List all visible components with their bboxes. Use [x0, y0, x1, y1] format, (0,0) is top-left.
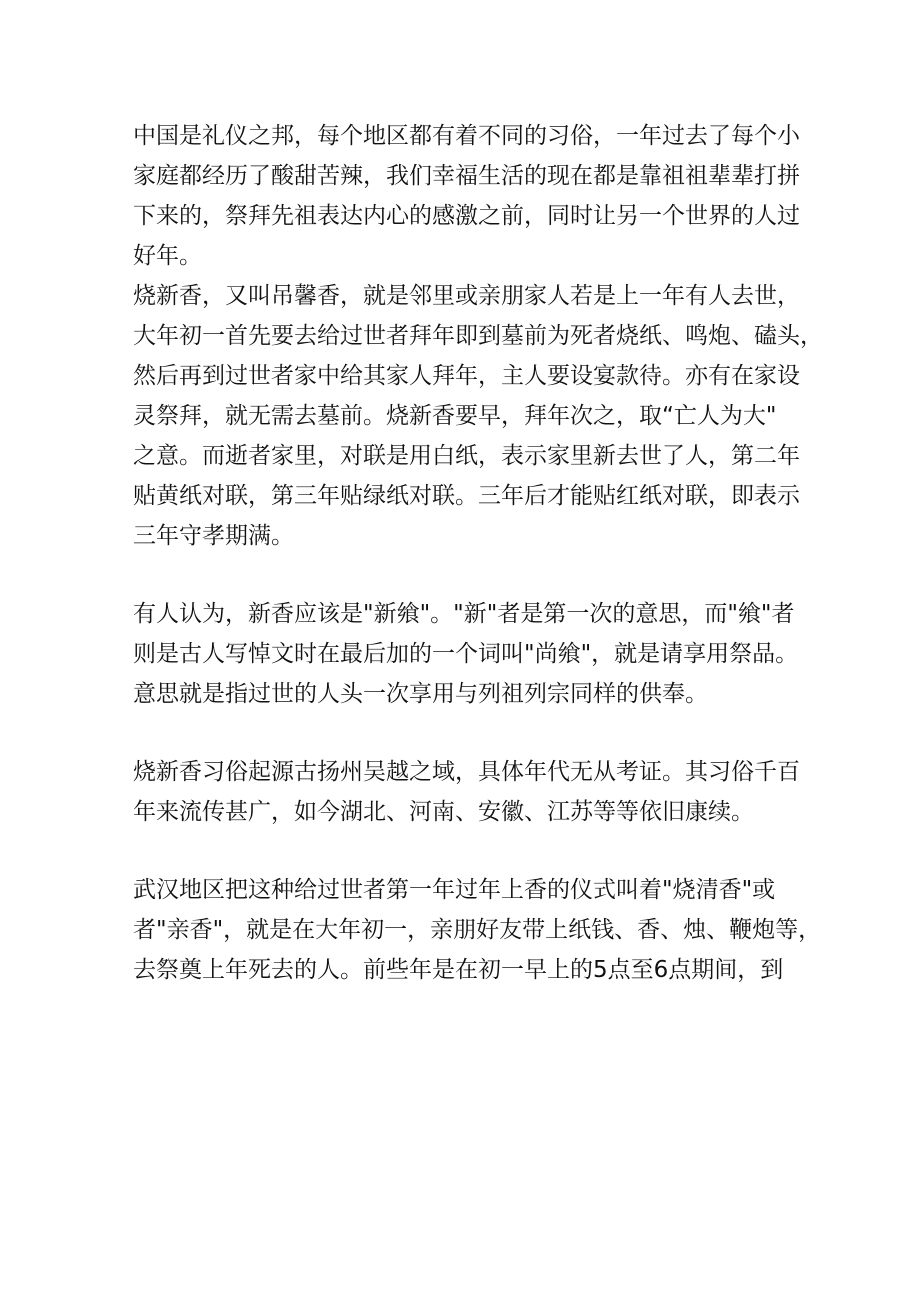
text-line: 有人认为，新香应该是"新飨"。"新"者是第一次的意思，而"飨"者: [133, 601, 795, 627]
text-line: 贴黄纸对联，第三年贴绿纸对联。三年后才能贴红纸对联，即表示: [133, 483, 800, 509]
paragraph-wuhan: [133, 870, 822, 990]
text-line: 年来流传甚广，如今湖北、河南、安徽、江苏等等依旧康续。: [133, 799, 754, 825]
paragraph-shaoxinxiang: [133, 276, 823, 556]
text-line: 则是古人写悼文时在最后加的一个词叫"尚飨"，就是请享用祭品。: [133, 641, 799, 667]
text-line: 三年守孝期满。: [133, 523, 294, 549]
text-line: 家庭都经历了酸甜苦辣，我们幸福生活的现在都是靠祖祖辈辈打拼: [133, 163, 800, 189]
paragraph-xinxiang: [133, 594, 803, 714]
text-line: 烧新香，又叫吊馨香，就是邻里或亲朋家人若是上一年有人去世，: [133, 283, 800, 309]
text-line: 意思就是指过世的人头一次享用与列祖列宗同样的供奉。: [133, 681, 708, 707]
text-line: 武汉地区把这种给过世者第一年过年上香的仪式叫着"烧清香"或: [133, 877, 776, 903]
text-line: 好年。: [133, 243, 202, 269]
text-line: 去祭奠上年死去的人。前些年是在初一早上的5点至6点期间，到: [133, 957, 784, 983]
paragraph-gap: [133, 832, 803, 870]
paragraph-origin: [133, 752, 803, 832]
text-line: 烧新香习俗起源古扬州吴越之域，具体年代无从考证。其习俗千百: [133, 759, 800, 785]
paragraph-gap: [133, 714, 803, 752]
document-body: [133, 116, 823, 990]
text-line: 大年初一首先要去给过世者拜年即到墓前为死者烧纸、鸣炮、磕头，: [133, 323, 823, 349]
paragraph-intro: [133, 116, 803, 276]
text-line: 灵祭拜，就无需去墓前。烧新香要早，拜年次之，取“亡人为大": [133, 403, 777, 429]
paragraph-gap: [133, 556, 803, 594]
text-line: 之意。而逝者家里，对联是用白纸，表示家里新去世了人，第二年: [133, 443, 800, 469]
text-line: 者"亲香"，就是在大年初一，亲朋好友带上纸钱、香、烛、鞭炮等，: [133, 917, 822, 943]
text-line: 下来的，祭拜先祖表达内心的感激之前，同时让另一个世界的人过: [133, 203, 800, 229]
text-line: 然后再到过世者家中给其家人拜年，主人要设宴款待。亦有在家设: [133, 363, 800, 389]
text-line: 中国是礼仪之邦，每个地区都有着不同的习俗，一年过去了每个小: [133, 123, 800, 149]
